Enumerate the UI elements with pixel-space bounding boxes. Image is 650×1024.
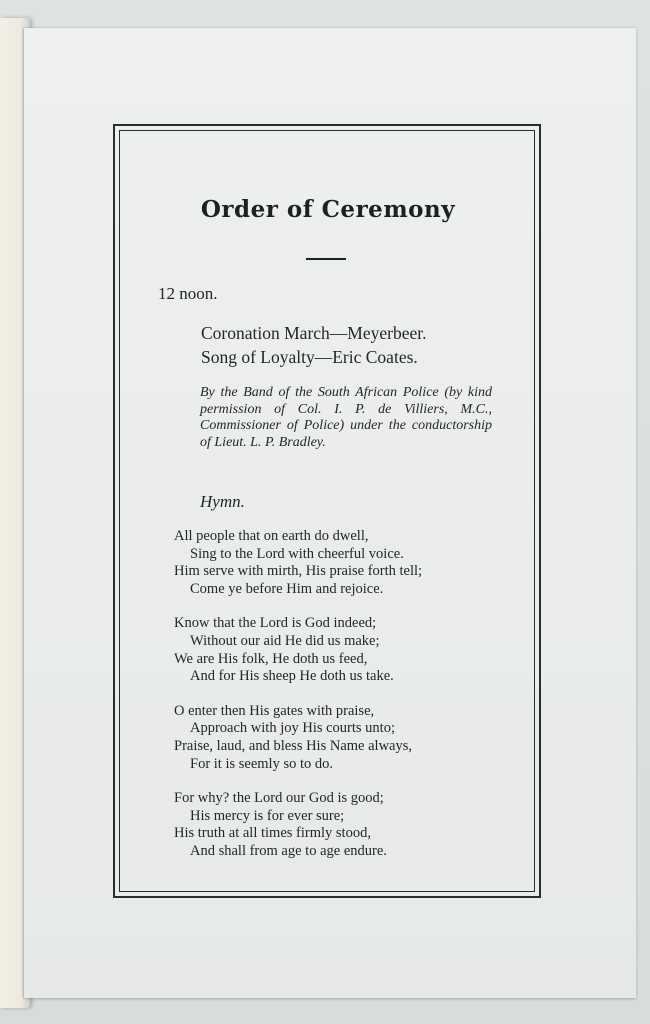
verse-line: For it is seemly so to do.	[190, 755, 333, 772]
verse-line: Him serve with mirth, His praise forth tell;	[174, 563, 423, 580]
hymn-verse	[174, 703, 422, 773]
hymn-verse	[174, 790, 422, 860]
hymn-verse	[174, 528, 422, 598]
verse-line: Sing to the Lord with cheerful voice.	[190, 545, 404, 562]
verse-line: Without our aid He did us make;	[190, 632, 380, 649]
hymn-verse	[174, 615, 422, 685]
verse-line: O enter then His gates with praise,	[174, 702, 375, 719]
title-rule	[306, 258, 346, 260]
ceremony-time: 12 noon.	[158, 284, 218, 303]
verse-line: And shall from age to age endure.	[190, 842, 387, 859]
verse-line: For why? the Lord our God is good;	[174, 790, 384, 807]
hymn-verses	[174, 528, 422, 878]
program-item: Coronation March—Meyerbeer.	[201, 323, 427, 343]
music-program	[201, 321, 426, 369]
verse-line: All people that on earth do dwell,	[174, 528, 369, 544]
band-credit: By the Band of the South African Police (by kind permission of Col. I. P. de Villiers, M.C., Commissioner of Police) under the conductorship of Lieut. L. P. Bradley.	[200, 385, 492, 450]
verse-line: His mercy is for ever sure;	[190, 807, 345, 824]
verse-line: Come ye before Him and rejoice.	[190, 580, 384, 597]
verse-line: And for His sheep He doth us take.	[190, 668, 394, 685]
verse-line: Praise, laud, and bless His Name always,	[174, 737, 412, 754]
page-title: Order of Ceremony	[200, 196, 456, 223]
verse-line: His truth at all times firmly stood,	[174, 825, 371, 842]
hymn-heading: Hymn.	[200, 492, 245, 511]
verse-line: Approach with joy His courts unto;	[190, 720, 395, 737]
verse-line: We are His folk, He doth us feed,	[174, 650, 368, 667]
verse-line: Know that the Lord is God indeed;	[174, 615, 377, 632]
program-item: Song of Loyalty—Eric Coates.	[201, 347, 418, 367]
